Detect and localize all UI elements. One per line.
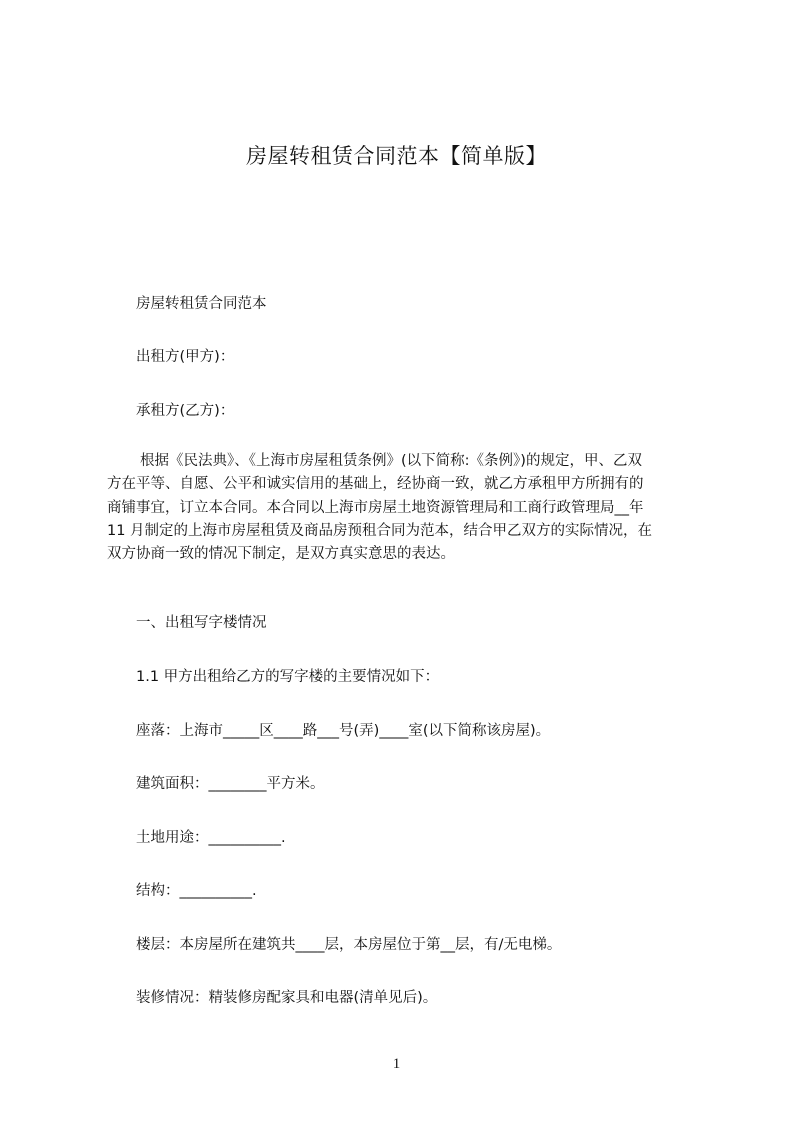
structure-line: 结构：__________.: [136, 883, 257, 899]
intro-line: 方在平等、自愿、公平和诚实信用的基础上，经协商一致，就乙方承租甲方所拥有的: [107, 476, 644, 493]
lessor-line: 出租方(甲方)：: [136, 349, 235, 365]
clause-1-1: 1.1 甲方出租给乙方的写字楼的主要情况如下：: [136, 669, 440, 685]
section-heading: 一、出租写字楼情况: [136, 615, 267, 631]
area-line: 建筑面积：________平方米。: [136, 776, 325, 792]
intro-line: 11 月制定的上海市房屋租赁及商品房预租合同为范本，结合甲乙双方的实际情况，在: [107, 522, 653, 539]
intro-line: 根据《民法典》、《上海市房屋租赁条例》(以下简称:《条例》)的规定，甲、乙双: [140, 453, 642, 469]
land-use-line: 土地用途：__________.: [136, 830, 286, 846]
floor-line: 楼层：本房屋所在建筑共____层，本房屋位于第__层，有/无电梯。: [136, 937, 562, 953]
document-title: 房屋转租赁合同范本【简单版】: [246, 144, 547, 168]
intro-line: 双方协商一致的情况下制定，是双方真实意思的表达。: [107, 546, 455, 563]
intro-line: 商铺事宜，订立本合同。本合同以上海市房屋土地资源管理局和工商行政管理局__年: [107, 499, 644, 516]
lessee-line: 承租方(乙方)：: [136, 403, 235, 419]
intro-paragraph: [107, 450, 707, 566]
page-number: 1: [392, 1056, 401, 1072]
contract-subtitle: 房屋转租赁合同范本: [136, 296, 267, 312]
decoration-line: 装修情况：精装修房配家具和电器(清单见后)。: [136, 990, 438, 1006]
location-line: 座落：上海市_____区____路___号(弄)____室(以下简称该房屋)。: [136, 723, 551, 739]
